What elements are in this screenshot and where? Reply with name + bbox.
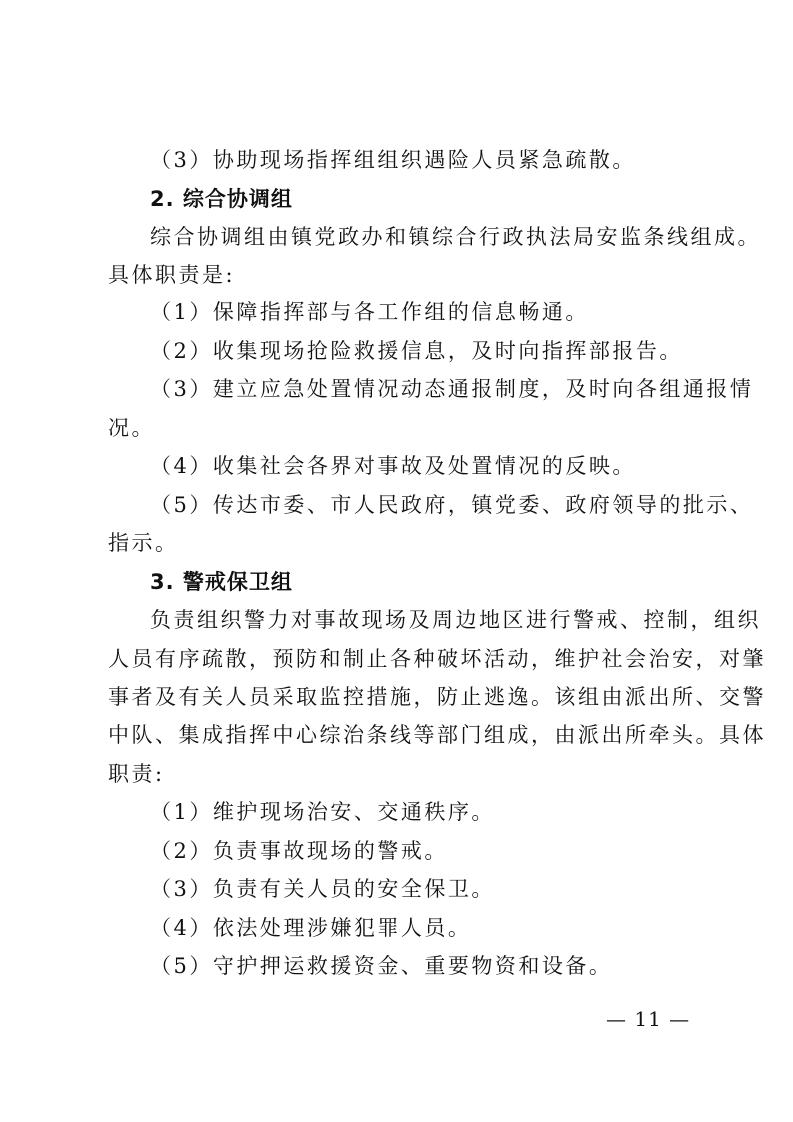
section-heading-coordination: 2. 综合协调组 <box>150 187 293 211</box>
paragraph-s3-item2: （2）负责事故现场的警戒。 <box>150 839 448 863</box>
paragraph-s3-item4: （4）依法处理涉嫌犯罪人员。 <box>150 916 472 940</box>
paragraph-s1-item3: （3）协助现场指挥组组织遇险人员紧急疏散。 <box>150 148 636 172</box>
paragraph-s2-item4: （4）收集社会各界对事故及处置情况的反映。 <box>150 454 636 478</box>
page-number: — 11 — <box>606 1007 691 1031</box>
paragraph-s2-intro-line2: 具体职责是: <box>108 263 236 287</box>
paragraph-s2-item3-line2: 况。 <box>108 416 155 440</box>
paragraph-s2-item3-line1: （3）建立应急处置情况动态通报制度，及时向各组通报情 <box>150 377 754 401</box>
paragraph-s3-intro-line5: 职责: <box>108 762 165 786</box>
paragraph-s3-intro-line1: 负责组织警力对事故现场及周边地区进行警戒、控制，组织 <box>150 608 761 632</box>
paragraph-s3-item5: （5）守护押运救援资金、重要物资和设备。 <box>150 954 613 978</box>
section-heading-security: 3. 警戒保卫组 <box>150 570 293 594</box>
paragraph-s3-intro-line2: 人员有序疏散，预防和制止各种破坏活动，维护社会治安，对肇 <box>108 647 766 671</box>
paragraph-s2-intro-line1: 综合协调组由镇党政办和镇综合行政执法局安监条线组成。 <box>150 225 761 249</box>
paragraph-s3-item1: （1）维护现场治安、交通秩序。 <box>150 800 495 824</box>
paragraph-s3-item3: （3）负责有关人员的安全保卫。 <box>150 877 495 901</box>
paragraph-s2-item1: （1）保障指挥部与各工作组的信息畅通。 <box>150 300 589 324</box>
paragraph-s2-item2: （2）收集现场抢险救援信息，及时向指挥部报告。 <box>150 339 683 363</box>
paragraph-s2-item5-line2: 指示。 <box>108 531 179 555</box>
paragraph-s3-intro-line4: 中队、集成指挥中心综治条线等部门组成，由派出所牵头。具体 <box>108 723 766 747</box>
paragraph-s2-item5-line1: （5）传达市委、市人民政府，镇党委、政府领导的批示、 <box>150 493 754 517</box>
paragraph-s3-intro-line3: 事者及有关人员采取监控措施，防止逃逸。该组由派出所、交警 <box>108 685 766 709</box>
